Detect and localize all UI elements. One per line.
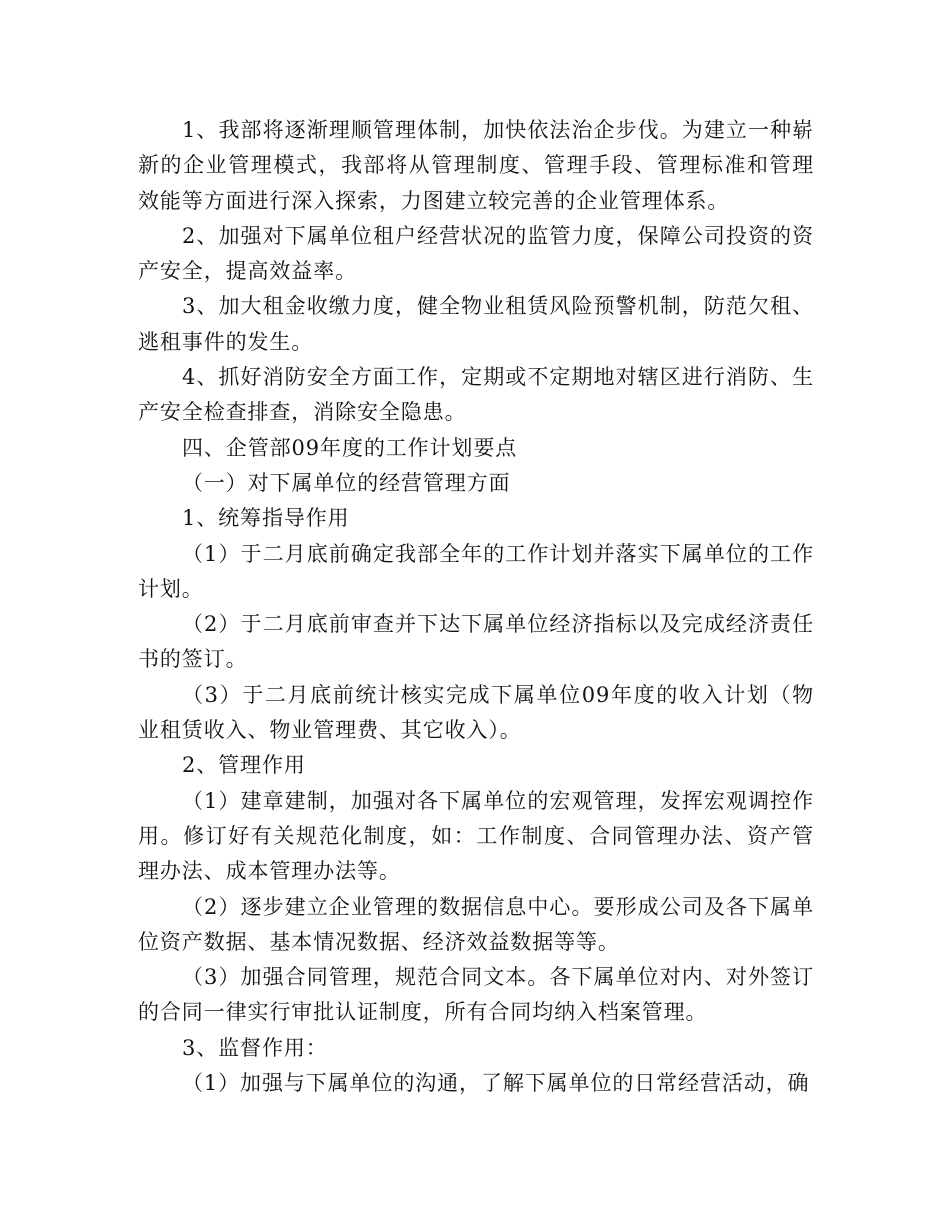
paragraph-coordination-2: （2）于二月底前审查并下达下属单位经济指标以及完成经济责任书的签订。 xyxy=(138,612,814,672)
item-heading-management: 2、管理作用 xyxy=(182,753,306,778)
item-heading-supervision: 3、监督作用： xyxy=(182,1035,328,1060)
paragraph-coordination-1: （1）于二月底前确定我部全年的工作计划并落实下属单位的工作计划。 xyxy=(138,541,814,601)
paragraph-management-2: （2）逐步建立企业管理的数据信息中心。要形成公司及各下属单位资产数据、基本情况数据、经济效益数据等等。 xyxy=(138,894,814,954)
subsection-heading-1: （一）对下属单位的经营管理方面 xyxy=(182,470,511,495)
paragraph-1: 1、我部将逐渐理顺管理体制，加快依法治企步伐。为建立一种崭新的企业管理模式，我部将从管理制度、管理手段、管理标准和管理效能等方面进行深入探索，力图建立较完善的企业管理体系。 xyxy=(138,118,814,213)
document-body xyxy=(138,113,814,1101)
paragraph-2: 2、加强对下属单位租户经营状况的监管力度，保障公司投资的资产安全，提高效益率。 xyxy=(138,223,814,284)
paragraph-coordination-3: （3）于二月底前统计核实完成下属单位09年度的收入计划（物业租赁收入、物业管理费、其它收入）。 xyxy=(138,682,814,743)
paragraph-management-3: （3）加强合同管理，规范合同文本。各下属单位对内、对外签订的合同一律实行审批认证制度，所有合同均纳入档案管理。 xyxy=(138,965,814,1025)
paragraph-supervision-1: （1）加强与下属单位的沟通，了解下属单位的日常经营活动，确 xyxy=(182,1071,810,1096)
item-heading-coordination: 1、统筹指导作用 xyxy=(182,506,350,531)
paragraph-management-1: （1）建章建制，加强对各下属单位的宏观管理，发挥宏观调控作用。修订好有关规范化制度，如：工作制度、合同管理办法、资产管理办法、成本管理办法等。 xyxy=(138,788,814,884)
paragraph-4: 4、抓好消防安全方面工作，定期或不定期地对辖区进行消防、生产安全检查排查，消除安全隐患。 xyxy=(138,365,814,425)
section-heading-4: 四、企管部09年度的工作计划要点 xyxy=(182,435,518,460)
paragraph-3: 3、加大租金收缴力度，健全物业租赁风险预警机制，防范欠租、逃租事件的发生。 xyxy=(138,294,814,354)
